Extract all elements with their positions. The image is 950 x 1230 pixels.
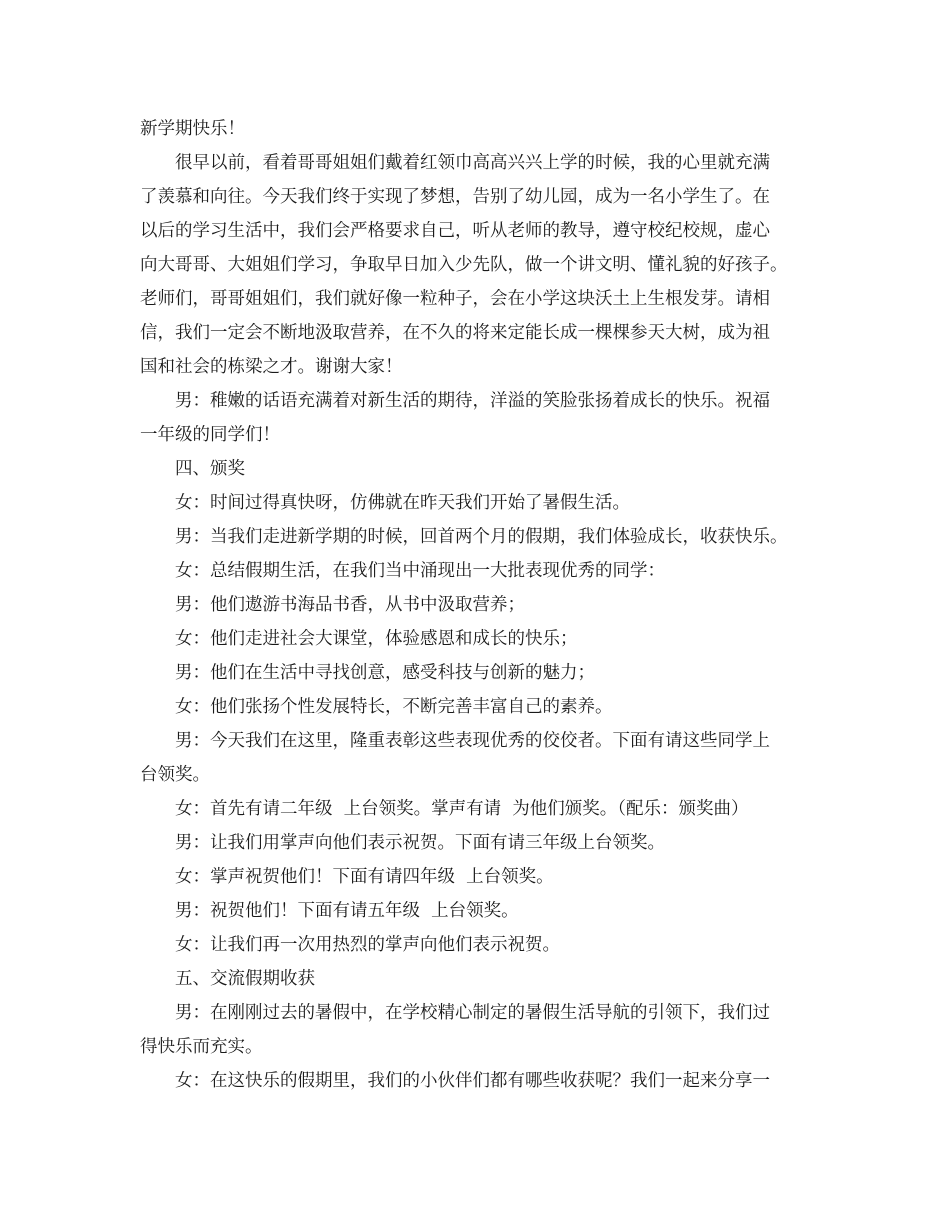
- text-line: 女：他们张扬个性发展特长，不断完善丰富自己的素养。: [175, 697, 613, 717]
- text-line: 女：让我们再一次用热烈的掌声向他们表示祝贺。: [175, 935, 560, 955]
- text-line: 台领奖。: [140, 765, 210, 785]
- text-line: 女：首先有请二年级 上台领奖。掌声有请 为他们颁奖。（配乐：颁奖曲）: [175, 799, 749, 819]
- text-line: 很早以前，看着哥哥姐姐们戴着红领巾高高兴兴上学的时候，我的心里就充满: [175, 153, 770, 173]
- text-line: 女：他们走进社会大课堂，体验感恩和成长的快乐；: [175, 629, 578, 649]
- text-line: 女：掌声祝贺他们！下面有请四年级 上台领奖。: [175, 867, 554, 887]
- text-line: 男：祝贺他们！下面有请五年级 上台领奖。: [175, 901, 519, 921]
- text-line: 以后的学习生活中，我们会严格要求自己，听从老师的教导，遵守校纪校规，虚心: [140, 221, 770, 241]
- text-line: 国和社会的栋梁之才。谢谢大家！: [140, 357, 403, 377]
- text-line: 老师们，哥哥姐姐们，我们就好像一粒种子，会在小学这块沃土上生根发芽。请相: [140, 289, 770, 309]
- document-body: [140, 112, 820, 1098]
- text-line: 四、颁奖: [175, 459, 245, 479]
- text-line: 新学期快乐！: [140, 119, 245, 139]
- text-line: 男：让我们用掌声向他们表示祝贺。下面有请三年级上台领奖。: [175, 833, 665, 853]
- text-line: 男：当我们走进新学期的时候，回首两个月的假期，我们体验成长，收获快乐。: [175, 527, 788, 547]
- text-line: 男：今天我们在这里，隆重表彰这些表现优秀的佼佼者。下面有请这些同学上: [175, 731, 770, 751]
- text-line: 男：他们在生活中寻找创意，感受科技与创新的魅力；: [175, 663, 595, 683]
- text-line: 男：稚嫩的话语充满着对新生活的期待，洋溢的笑脸张扬着成长的快乐。祝福: [175, 391, 770, 411]
- text-line: 男：他们遨游书海品书香，从书中汲取营养；: [175, 595, 525, 615]
- text-line: 五、交流假期收获: [175, 969, 315, 989]
- text-line: 女：总结假期生活，在我们当中涌现出一大批表现优秀的同学：: [175, 561, 665, 581]
- text-line: 向大哥哥、大姐姐们学习，争取早日加入少先队，做一个讲文明、懂礼貌的好孩子。: [140, 255, 788, 275]
- text-line: 男：在刚刚过去的暑假中，在学校精心制定的暑假生活导航的引领下，我们过: [175, 1003, 770, 1023]
- text-line: 了羡慕和向往。今天我们终于实现了梦想，告别了幼儿园，成为一名小学生了。在: [140, 187, 770, 207]
- text-line: 得快乐而充实。: [140, 1037, 263, 1057]
- text-line: 女：时间过得真快呀，仿佛就在昨天我们开始了暑假生活。: [175, 493, 630, 513]
- text-line: 一年级的同学们！: [140, 425, 280, 445]
- text-line: 女：在这快乐的假期里，我们的小伙伴们都有哪些收获呢？我们一起来分享一: [175, 1071, 770, 1091]
- text-line: 信，我们一定会不断地汲取营养，在不久的将来定能长成一棵棵参天大树，成为祖: [140, 323, 770, 343]
